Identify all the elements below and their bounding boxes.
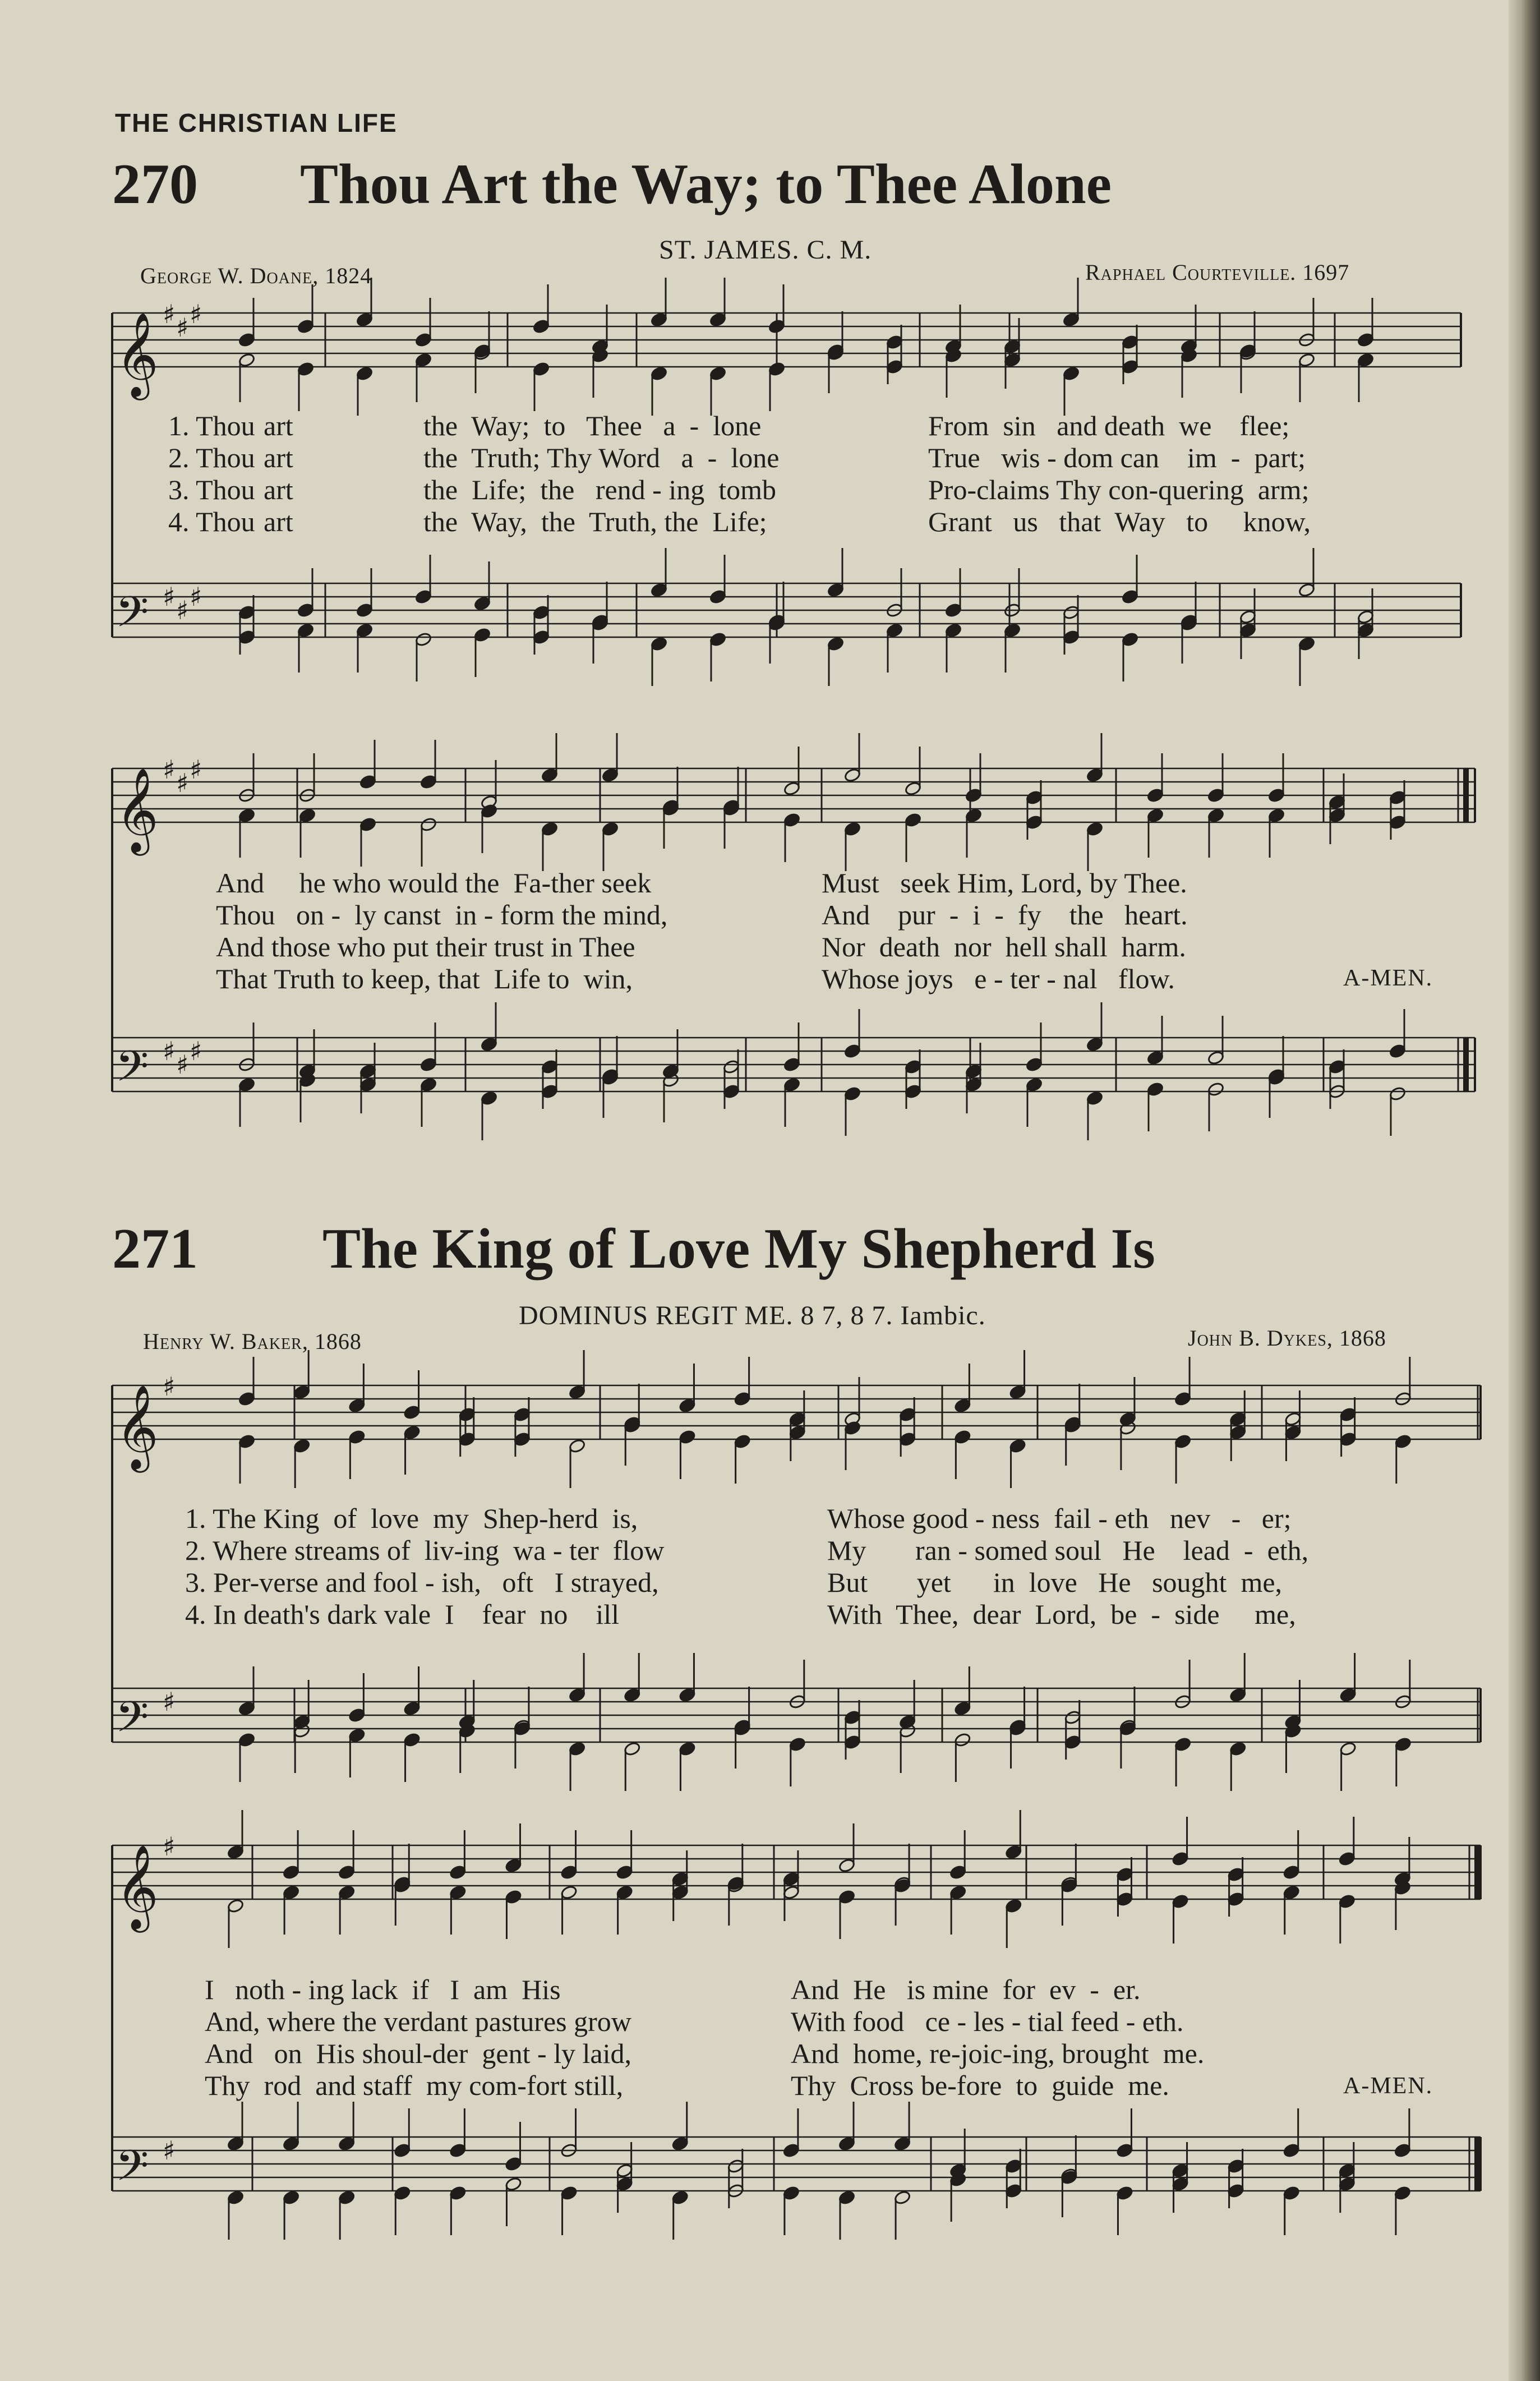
hymn-271-amen: A-MEN.	[1343, 2073, 1433, 2099]
treble-clef-icon: 𝄞	[116, 1844, 159, 1929]
hymn-270-verses-b-line: Thou on - ly canst in - form the mind,	[216, 899, 668, 931]
treble-clef-icon: 𝄞	[116, 1384, 159, 1469]
hymn-271-author: Henry W. Baker, 1868	[143, 1329, 362, 1354]
hymn-270-verses-a-line: 3. Thou	[168, 474, 255, 505]
hymn-270-verses-a-line: Pro-claims Thy con-quering arm;	[928, 474, 1310, 505]
hymn-270-amen: A-MEN.	[1343, 965, 1433, 991]
hymn-270-verses-a-line: art	[264, 506, 293, 537]
hymn-271-verses-b-line: And on His shoul-der gent - ly laid,	[205, 2038, 632, 2069]
hymn-270-verses-b-line: And those who put their trust in Thee	[216, 931, 635, 962]
hymn-270-verses-a-line: True wis - dom can im - part;	[928, 442, 1306, 473]
bass-clef-icon: 𝄢	[116, 1042, 149, 1102]
hymn-271-verses-a-line: With Thee, dear Lord, be - side me,	[827, 1599, 1296, 1630]
treble-clef-icon: 𝄞	[116, 311, 159, 397]
hymn-271-verses-b-line: With food ce - les - tial feed - eth.	[791, 2006, 1184, 2037]
hymn-271-verses-b-line: I noth - ing lack if I am His	[205, 1974, 561, 2005]
sharp-icon: ♯	[190, 754, 202, 785]
sharp-icon: ♯	[190, 299, 202, 329]
bass-clef-icon: 𝄢	[116, 1692, 149, 1752]
hymn-270-verses-b-line: That Truth to keep, that Life to win,	[216, 963, 633, 994]
hymn-271-verses-b-line: And, where the verdant pastures grow	[205, 2006, 631, 2037]
hymn-270-verses-a-line: the Way, the Truth, the Life;	[423, 506, 767, 537]
hymn-270-composer: Raphael Courteville. 1697	[1085, 260, 1350, 285]
hymn-270-verses-b-line: Nor death nor hell shall harm.	[822, 931, 1186, 962]
hymn-270-verses-a-line: From sin and death we flee;	[928, 410, 1290, 441]
sharp-icon: ♯	[163, 1371, 176, 1402]
hymn-270-verses-a-line: the Life; the rend - ing tomb	[423, 474, 777, 505]
sharp-icon: ♯	[176, 595, 189, 625]
hymn-271-verses-b-line: And He is mine for ev - er.	[791, 1974, 1141, 2005]
hymn-271-verses-a-line: 3. Per-verse and fool - ish, oft I strayed,	[185, 1567, 659, 1598]
sharp-icon: ♯	[190, 1036, 202, 1066]
hymn-271-verses-b-line: Thy rod and staff my com-fort still,	[205, 2070, 624, 2101]
sharp-icon: ♯	[176, 312, 189, 343]
sharp-icon: ♯	[163, 754, 176, 785]
hymn-270-verses-a-line: the Truth; Thy Word a - lone	[423, 442, 780, 473]
hymn-271-title: The King of Love My Shepherd Is	[322, 1217, 1155, 1281]
sharp-icon: ♯	[163, 1036, 176, 1066]
hymn-271-composer: John B. Dykes, 1868	[1188, 1325, 1386, 1351]
hymn-270-number: 270	[112, 153, 198, 216]
hymn-271-verses-a-line: 2. Where streams of liv-ing wa - ter flow	[185, 1535, 665, 1566]
hymn-270-verses-a-line: art	[264, 442, 293, 473]
hymn-270-verses-a-line: 2. Thou	[168, 442, 255, 473]
bass-clef-icon: 𝄢	[116, 587, 149, 647]
sharp-icon: ♯	[176, 1049, 189, 1080]
hymn-270-verses-b-line: Must seek Him, Lord, by Thee.	[822, 867, 1187, 899]
sharp-icon: ♯	[163, 1687, 176, 1717]
bass-clef-icon: 𝄢	[116, 2141, 149, 2201]
hymn-270-verses-a-line: art	[264, 474, 293, 505]
section-heading: THE CHRISTIAN LIFE	[115, 108, 398, 137]
hymn-271-verses-a-line: My ran - somed soul He lead - eth,	[827, 1535, 1309, 1566]
sharp-icon: ♯	[163, 2135, 176, 2166]
hymn-270-verses-a-line: 1. Thou	[168, 410, 255, 441]
hymn-270-verses-b-line: Whose joys e - ter - nal flow.	[822, 963, 1175, 994]
sharp-icon: ♯	[163, 1831, 176, 1862]
hymn-271-verses-a-line: But yet in love He sought me,	[827, 1567, 1283, 1598]
hymn-270-verses-a-line: art	[264, 410, 293, 441]
sharp-icon: ♯	[190, 582, 202, 612]
hymn-271-number: 271	[112, 1217, 198, 1281]
hymn-270-verses-a-line: 4. Thou	[168, 506, 255, 537]
sharp-icon: ♯	[176, 768, 189, 798]
sharp-icon: ♯	[163, 582, 176, 612]
hymn-270-tune: ST. JAMES. C. M.	[659, 235, 872, 265]
hymn-271-verses-b-line: Thy Cross be-fore to guide me.	[791, 2070, 1169, 2101]
hymn-270-author: George W. Doane, 1824	[140, 263, 372, 288]
hymn-271-verses-a-line: 4. In death's dark vale I fear no ill	[185, 1599, 620, 1630]
hymn-270-verses-a-line: the Way; to Thee a - lone	[423, 410, 762, 441]
treble-clef-icon: 𝄞	[116, 767, 159, 852]
sharp-icon: ♯	[163, 299, 176, 329]
hymn-270-title: Thou Art the Way; to Thee Alone	[300, 153, 1112, 216]
hymn-270-verses-a-line: Grant us that Way to know,	[928, 506, 1311, 537]
hymn-270-verses-b-line: And he who would the Fa-ther seek	[216, 867, 652, 899]
hymn-271-verses-b-line: And home, re-joic-ing, brought me.	[791, 2038, 1205, 2069]
hymn-271-tune: DOMINUS REGIT ME. 8 7, 8 7. Iambic.	[519, 1301, 986, 1330]
hymn-271-verses-a-line: 1. The King of love my Shep-herd is,	[185, 1503, 638, 1534]
hymn-270-verses-b-line: And pur - i - fy the heart.	[822, 899, 1188, 931]
hymn-271-verses-a-line: Whose good - ness fail - eth nev - er;	[827, 1503, 1292, 1534]
